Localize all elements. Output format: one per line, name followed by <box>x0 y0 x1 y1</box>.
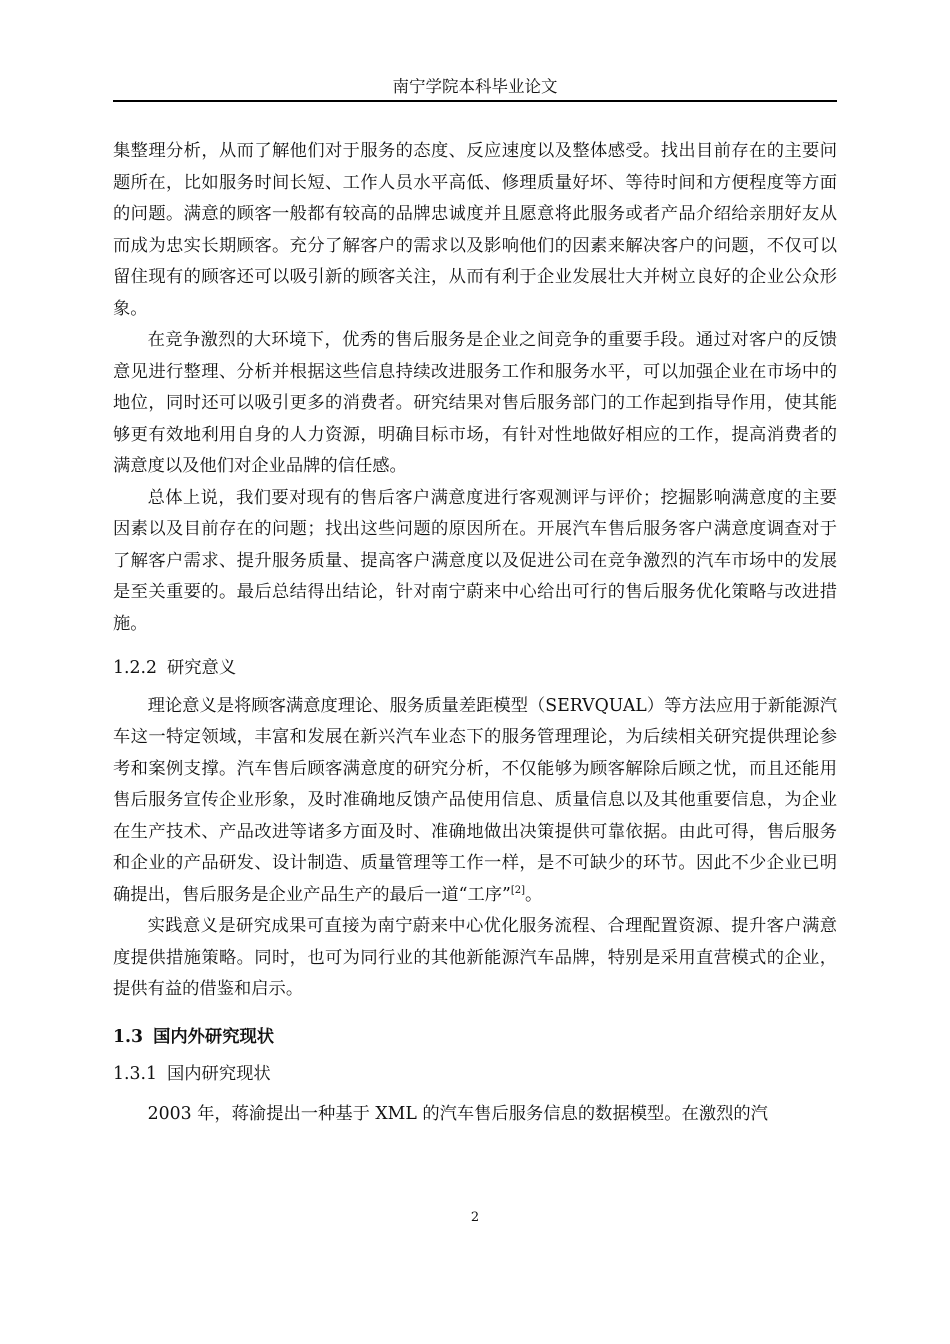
paragraph-competition: 在竞争激烈的大环境下，优秀的售后服务是企业之间竞争的重要手段。通过对客户的反馈意见进行整理、分析并根据这些信息持续改进服务工作和服务水平，可以加强企业在市场中的地位，同时还可以吸引更多的消费者。研究结果对售后服务部门的工作起到指导作用，使其能够更有效地利用自身的人力资源，明确目标市场，有针对性地做好相应的工作，提高消费者的满意度以及他们对企业品牌的信任感。 <box>113 330 837 476</box>
section-title: 国内外研究现状 <box>153 1026 275 1047</box>
paragraph-continued: 集整理分析，从而了解他们对于服务的态度、反应速度以及整体感受。找出目前存在的主要问题所在，比如服务时间长短、工作人员水平高低、修理质量好坏、等待时间和方便程度等方面的问题。满意的顾客一般都有较高的品牌忠诚度并且愿意将此服务或者产品介绍给亲朋好友从而成为忠实长期顾客。充分了解客户的需求以及影响他们的因素来解决客户的问题，不仅可以留住现有的顾客还可以吸引新的顾客关注，从而有利于企业发展壮大并树立良好的企业公众形象。 <box>113 141 837 319</box>
section-title: 国内研究现状 <box>166 1064 271 1084</box>
page-number: 2 <box>470 1210 480 1225</box>
page-header: 南宁学院本科毕业论文 <box>113 74 837 102</box>
section-number: 1.3.1 <box>113 1064 157 1084</box>
paragraph-domestic: 2003 年，蒋渝提出一种基于 XML 的汽车售后服务信息的数据模型。在激烈的汽 <box>147 1103 768 1124</box>
section-number: 1.2.2 <box>113 658 157 678</box>
section-title: 研究意义 <box>166 658 237 678</box>
paragraph-theory-text: 理论意义是将顾客满意度理论、服务质量差距模型（SERVQUAL）等方法应用于新能源汽车这一特定领域，丰富和发展在新兴汽车业态下的服务管理理论，为后续相关研究提供理论参考和案例支撑。汽车售后顾客满意度的研究分析，不仅能够为顾客解除后顾之忧，而且还能用售后服务宣传企业形象，及时准确地反馈产品使用信息、质量信息以及其他重要信息，为企业在生产技术、产品改进等诸多方面及时、准确地做出决策提供可靠依据。由此可得，售后服务和企业的产品研发、设计制造、质量管理等工作一样，是不可缺少的环节。因此不少企业已明确提出，售后服务是企业产品生产的最后一道“工序” <box>113 695 837 905</box>
section-number: 1.3 <box>113 1026 144 1047</box>
section-heading-1-3 <box>113 1022 837 1054</box>
section-heading-1-3-1 <box>113 1059 837 1091</box>
section-heading-1-2-2 <box>113 653 837 685</box>
paragraph-theory-end: 。 <box>525 884 543 905</box>
paragraph-practice: 实践意义是研究成果可直接为南宁蔚来中心优化服务流程、合理配置资源、提升客户满意度提供措施策略。同时，也可为同行业的其他新能源汽车品牌，特别是采用直营模式的企业，提供有益的借鉴和启示。 <box>113 916 837 999</box>
citation-ref: [2] <box>510 884 526 896</box>
paragraph-theory <box>113 691 837 912</box>
paragraph-summary: 总体上说，我们要对现有的售后客户满意度进行客观测评与评价；挖掘影响满意度的主要因素以及目前存在的问题；找出这些问题的原因所在。开展汽车售后服务客户满意度调查对于了解客户需求、提升服务质量、提高客户满意度以及促进公司在竞争激烈的汽车市场中的发展是至关重要的。最后总结得出结论，针对南宁蔚来中心给出可行的售后服务优化策略与改进措施。 <box>113 487 837 634</box>
body-text <box>113 136 837 1130</box>
